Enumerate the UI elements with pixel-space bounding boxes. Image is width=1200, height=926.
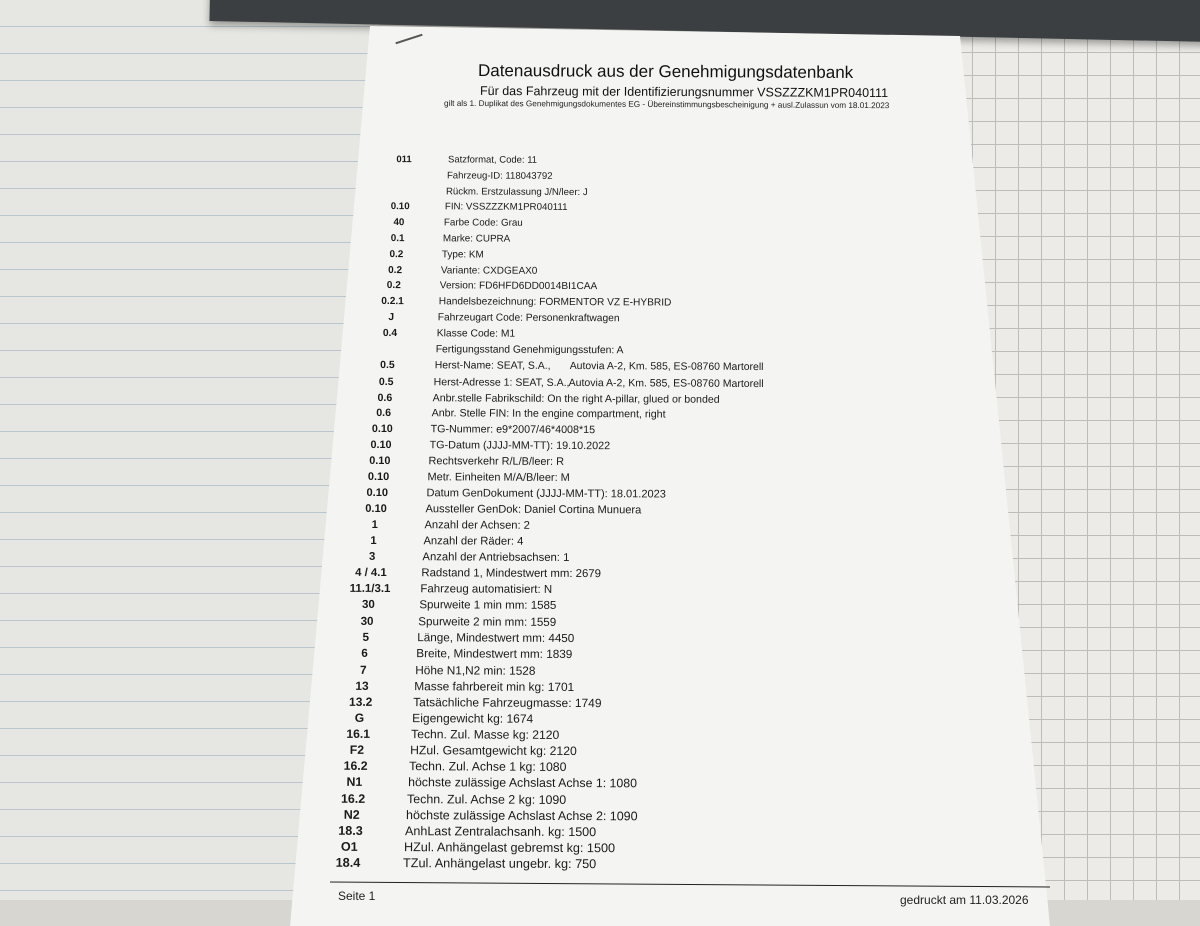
record-text: Satzformat, Code: 11 <box>448 154 537 165</box>
record-text: höchste zulässige Achslast Achse 1: 1080 <box>408 776 637 791</box>
record-text: Handelsbezeichnung: FORMENTOR VZ E-HYBRID <box>439 297 672 309</box>
record-text: Anzahl der Achsen: 2 <box>424 519 529 532</box>
record-code: F2 <box>337 743 377 757</box>
record-text: Techn. Zul. Masse kg: 2120 <box>411 727 559 742</box>
record-code: 18.4 <box>328 856 368 870</box>
record-text: Breite, Mindestwert mm: 1839 <box>416 647 572 661</box>
record-text: Fahrzeugart Code: Personenkraftwagen <box>438 312 620 324</box>
record-code: 0.6 <box>365 391 405 403</box>
record-text: höchste zulässige Achslast Achse 2: 1090 <box>406 808 638 823</box>
record-code: 0.5 <box>366 376 406 388</box>
record-text: Anzahl der Räder: 4 <box>423 535 523 548</box>
document-subtitle: Für das Fahrzeug mit der Identifizierungsnummer VSSZZZKM1PR040111 <box>480 84 888 100</box>
record-code: 40 <box>379 217 419 228</box>
record-text: Tatsächliche Fahrzeugmasse: 1749 <box>413 695 601 710</box>
record-code: 0.10 <box>356 503 396 515</box>
footer-page-number: Seite 1 <box>338 889 375 903</box>
record-address: Autovia A-2, Km. 585, ES-08760 Martorell <box>570 361 764 373</box>
record-text: Fertigungsstand Genehmigungsstufen: A <box>436 344 624 356</box>
record-code: 16.1 <box>338 727 378 741</box>
record-code: 16.2 <box>336 759 376 773</box>
record-code: 11.1/3.1 <box>350 583 390 595</box>
record-code: 0.5 <box>367 360 407 371</box>
document-title: Datenausdruck aus der Genehmigungsdatenbank <box>478 61 853 83</box>
record-text: Farbe Code: Grau <box>444 217 523 228</box>
record-code: N1 <box>334 775 374 789</box>
record-code: 18.3 <box>330 823 370 837</box>
record-text: Anzahl der Antriebsachsen: 1 <box>422 551 569 564</box>
record-text: Marke: CUPRA <box>443 233 510 244</box>
record-text: Aussteller GenDok: Daniel Cortina Munuera <box>425 503 641 516</box>
record-code: 0.10 <box>360 455 400 467</box>
record-code: 3 <box>352 551 392 563</box>
record-code: O1 <box>329 840 369 854</box>
record-text: Variante: CXDGEAX0 <box>441 265 538 277</box>
record-code: 0.10 <box>362 423 402 435</box>
record-code: 011 <box>384 154 424 165</box>
record-code: 16.2 <box>333 791 373 805</box>
record-code: 5 <box>346 631 386 644</box>
record-text: FIN: VSSZZZKM1PR040111 <box>445 202 568 214</box>
record-code: G <box>339 711 379 725</box>
record-text: Spurweite 1 min mm: 1585 <box>419 599 556 612</box>
record-text: Fahrzeug automatisiert: N <box>420 583 552 596</box>
record-text: Höhe N1,N2 min: 1528 <box>415 663 535 678</box>
record-text: AnhLast Zentralachsanh. kg: 1500 <box>405 824 596 839</box>
record-text: Rückm. Erstzulassung J/N/leer: J <box>446 186 588 198</box>
record-text: Spurweite 2 min mm: 1559 <box>418 615 556 629</box>
record-code: J <box>371 312 411 323</box>
record-text: Datum GenDokument (JJJJ-MM-TT): 18.01.2023 <box>426 487 665 500</box>
record-code: 7 <box>343 663 383 677</box>
record-text: Eigengewicht kg: 1674 <box>412 711 533 726</box>
record-text: TG-Datum (JJJJ-MM-TT): 19.10.2022 <box>430 439 611 452</box>
record-text: Techn. Zul. Achse 2 kg: 1090 <box>407 792 566 807</box>
record-text: Radstand 1, Mindestwert mm: 2679 <box>421 567 601 580</box>
record-code: 1 <box>353 535 393 547</box>
record-code: 0.10 <box>357 487 397 499</box>
record-code: 30 <box>347 615 387 628</box>
record-text: HZul. Anhängelast gebremst kg: 1500 <box>404 840 615 855</box>
record-text: Anbr. Stelle FIN: In the engine compartment, right <box>432 408 666 421</box>
record-text: Anbr.stelle Fabrikschild: On the right A-pillar, glued or bonded <box>433 392 720 406</box>
record-code: 6 <box>345 647 385 660</box>
record-code: 0.10 <box>359 471 399 483</box>
record-text: Klasse Code: M1 <box>437 328 515 339</box>
record-text: Länge, Mindestwert mm: 4450 <box>417 631 574 645</box>
record-text: Masse fahrbereit min kg: 1701 <box>414 679 574 694</box>
record-text: TZul. Anhängelast ungebr. kg: 750 <box>403 856 596 871</box>
record-text: Rechtsverkehr R/L/B/leer: R <box>429 455 564 468</box>
record-code: 13.2 <box>341 695 381 709</box>
record-code: 1 <box>355 519 395 531</box>
record-text: Herst-Name: SEAT, S.A., <box>435 360 551 372</box>
record-code: 0.2 <box>376 249 416 260</box>
record-code: 30 <box>348 599 388 611</box>
record-code: 13 <box>342 679 382 693</box>
record-text: Metr. Einheiten M/A/B/leer: M <box>428 471 570 484</box>
record-text: HZul. Gesamtgewicht kg: 2120 <box>410 743 577 758</box>
record-text: Version: FD6HFD6DD0014BI1CAA <box>440 281 597 293</box>
record-code: 0.2.1 <box>373 296 413 307</box>
record-text: Herst-Adresse 1: SEAT, S.A., <box>434 376 570 389</box>
record-code: 0.2 <box>374 280 414 291</box>
record-code: 0.6 <box>364 407 404 419</box>
record-code: 0.2 <box>375 265 415 276</box>
record-text: Type: KM <box>442 249 484 260</box>
record-text: TG-Nummer: e9*2007/46*4008*15 <box>431 424 596 437</box>
record-code: 0.10 <box>380 201 420 212</box>
record-code: 0.10 <box>361 439 401 451</box>
footer-printed-date: gedruckt am 11.03.2026 <box>900 893 1029 907</box>
record-code: 0.4 <box>370 328 410 339</box>
record-code: N2 <box>332 807 372 821</box>
record-text: Fahrzeug-ID: 118043792 <box>447 170 553 182</box>
record-code: 0.1 <box>378 233 418 244</box>
record-text: Techn. Zul. Achse 1 kg: 1080 <box>409 759 566 774</box>
record-code: 4 / 4.1 <box>351 567 391 579</box>
record-address: Autovia A-2, Km. 585, ES-08760 Martorell <box>569 377 764 390</box>
document-subnote: gilt als 1. Duplikat des Genehmigungsdokumentes EG - Übereinstimmungsbescheinigung + ausl.Zulassun vom 18.01.2023 <box>444 99 889 110</box>
